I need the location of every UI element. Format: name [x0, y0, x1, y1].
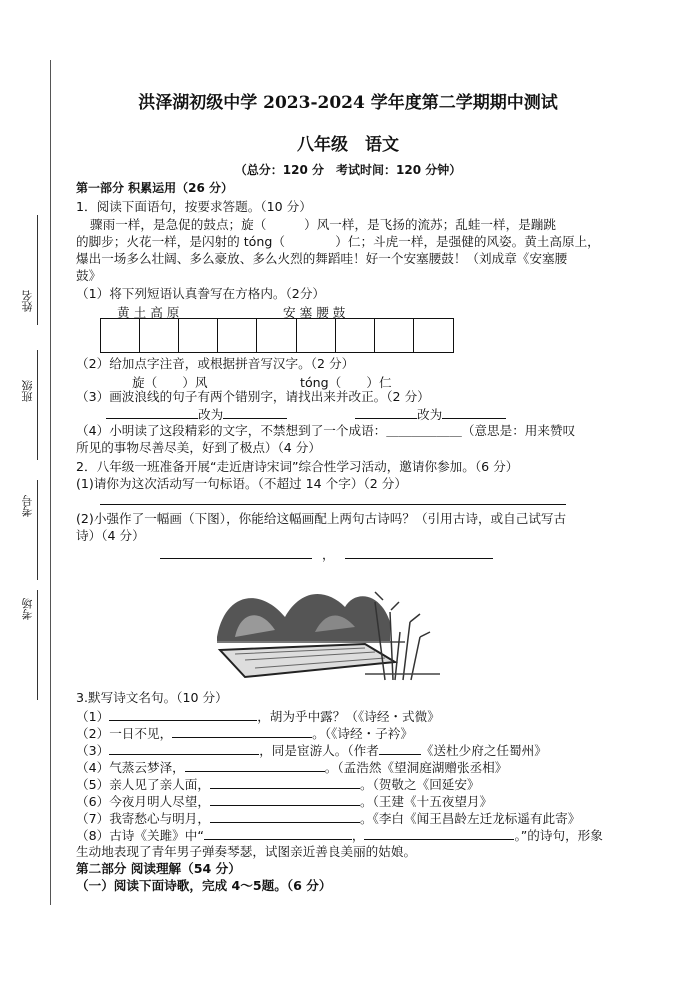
copy-words-1: 黄 土 高 原	[117, 305, 180, 320]
passage-line-2: 的脚步；火花一样，是闪射的 tóng（ ）仁；斗虎一样，是强健的风姿。黄土高原上，	[76, 234, 600, 249]
slogan-blank[interactable]	[100, 504, 566, 505]
recite-item-3: （3） ，同是宦游人。（作者 《送杜少府之任蜀州》	[76, 743, 547, 758]
copy-words-2: 安 塞 腰 鼓	[283, 305, 346, 320]
q2-sub1: (1)请你为这次活动写一句标语。（不超过 14 个字）（2 分）	[76, 476, 407, 491]
id-label: 考号	[21, 495, 34, 517]
sub3-answer-1[interactable]: 改为	[106, 404, 287, 423]
recite-item-5: （5）亲人见了亲人面， 。（贺敬之《回延安》	[76, 777, 480, 792]
recite-item-4: （4）气蒸云梦泽， 。（孟浩然《望洞庭湖赠张丞相》	[76, 760, 508, 775]
q1-sub3: （3）画波浪线的句子有两个错别字，请找出来并改正。（2 分）	[76, 389, 430, 404]
q3-title: 3.默写诗文名句。（10 分）	[76, 690, 228, 705]
exam-subtitle: 八年级 语文	[297, 135, 399, 155]
q2-sub2-line1: (2)小强作了一幅画（下图），你能给这幅画配上两句古诗吗？（引用古诗，或自己试写古	[76, 511, 567, 526]
class-blank	[37, 350, 38, 460]
q1-sub4-line2: 所见的事物尽善尽美，好到了极点）（4 分）	[76, 440, 321, 455]
q1-sub2: （2）给加点字注音，或根据拼音写汉字。（2 分）	[76, 356, 355, 371]
recite-item-6: （6）今夜月明人尽望， 。（王建《十五夜望月》	[76, 794, 493, 809]
class-label: 班级	[21, 380, 34, 402]
name-label: 姓名	[21, 290, 34, 312]
recite-item-8-line1: （8）古诗《关雎》中“ ， 。”的诗句，形象	[76, 828, 603, 843]
part2-subheading: （一）阅读下面诗歌，完成 4～5题。（6 分）	[76, 878, 332, 893]
exam-title: 洪泽湖初级中学 2023-2024 学年度第二学期期中测试	[138, 93, 558, 113]
exam-meta: （总分：120 分 考试时间：120 分钟）	[234, 163, 462, 177]
binding-line	[50, 60, 51, 905]
boat-painting-illustration	[215, 582, 440, 682]
part2-heading: 第二部分 阅读理解（54 分）	[76, 861, 241, 876]
sub3-answer-2[interactable]: 改为	[355, 404, 506, 423]
recite-item-8-line2: 生动地表现了青年男子弹奏琴瑟，试图亲近善良美丽的姑娘。	[76, 844, 417, 859]
poem-answer[interactable]: ，	[160, 544, 493, 563]
q1-sub1: （1）将下列短语认真誊写在方格内。（2分）	[76, 286, 326, 301]
sub2-a: 旋（ ）风	[132, 375, 208, 390]
room-label: 考场	[21, 598, 34, 620]
passage-line-3: 爆出一场多么壮阔、多么豪放、多么火烈的舞蹈哇！好一个安塞腰鼓！（刘成章《安塞腰	[76, 251, 568, 266]
recite-item-7: （7）我寄愁心与明月， 。《李白《闻王昌龄左迁龙标遥有此寄》	[76, 811, 581, 826]
part1-heading: 第一部分 积累运用（26 分）	[76, 181, 234, 195]
passage-line-4: 鼓》	[76, 268, 102, 283]
writing-grid[interactable]	[100, 318, 454, 353]
recite-item-1: （1） ，胡为乎中露？（《诗经・式微》	[76, 709, 440, 724]
q2-title: 2．八年级一班准备开展“走近唐诗宋词”综合性学习活动，邀请你参加。（6 分）	[76, 459, 519, 474]
sub2-b: tóng（ ）仁	[300, 375, 392, 390]
passage-line-1: 骤雨一样，是急促的鼓点；旋（ ）风一样，是飞扬的流苏；乱蛙一样，是蹦跳	[90, 217, 556, 232]
q1-sub4-line1: （4）小明读了这段精彩的文字，不禁想到了一个成语：＿＿＿＿＿＿（意思是：用来赞叹	[76, 423, 576, 438]
q2-sub2-line2: 诗）（4 分）	[76, 528, 145, 543]
recite-item-2: （2）一日不见， 。（《诗经・子衿》	[76, 726, 413, 741]
q1-title: 1．阅读下面语句，按要求答题。（10 分）	[76, 199, 312, 214]
